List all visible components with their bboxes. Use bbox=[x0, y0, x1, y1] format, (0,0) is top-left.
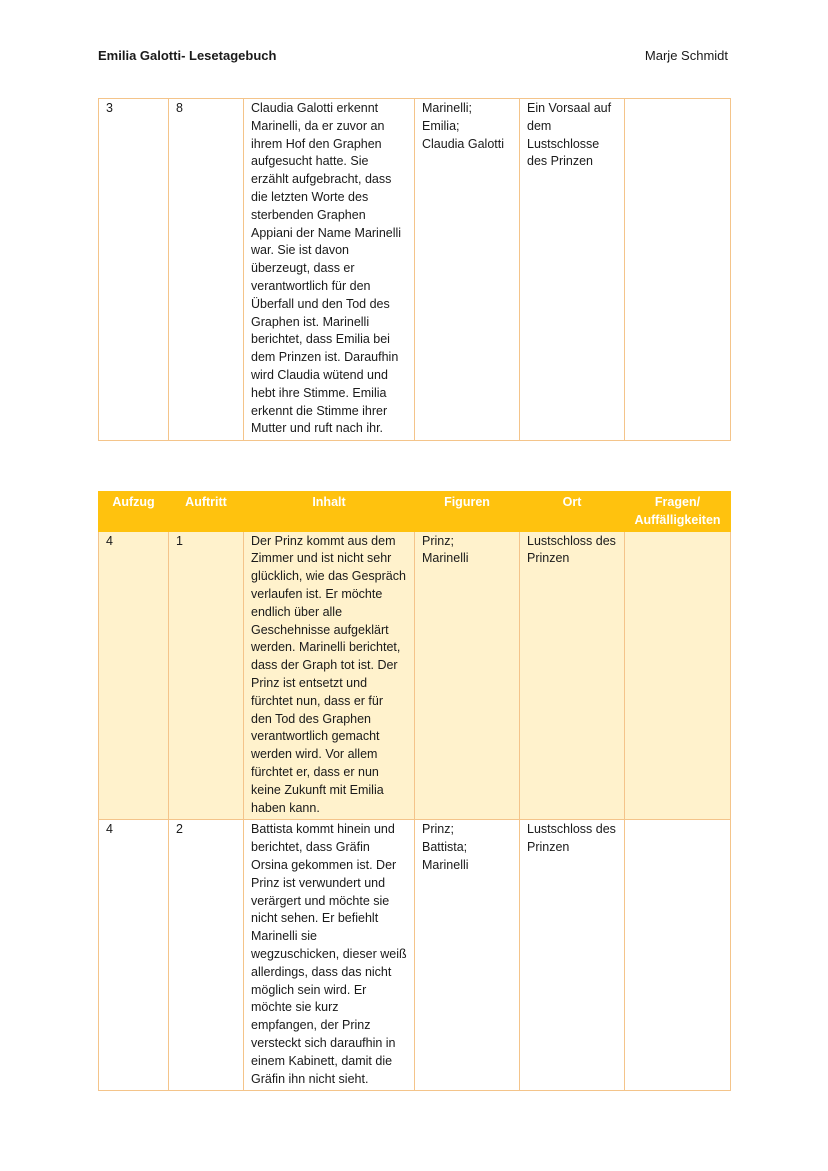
figur-entry: Prinz; bbox=[422, 822, 454, 837]
cell-figuren bbox=[415, 99, 520, 441]
cell-inhalt: Der Prinz kommt aus dem Zimmer und ist nicht sehr glücklich, wie das Gespräch verlaufen ist. Er möchte endlich über alle Geschehnisse aufgeklärt werden. Marinelli berichtet, dass der Graph tot ist. Der Prinz ist entsetzt und fürchtet nun, dass er für den Tod des Graphen verantwortlich gemacht werden wird. Vor allem fürchtet er, dass er nun keine Zukunft mit Emilia haben kann. bbox=[244, 531, 415, 820]
reading-log-table-continued bbox=[98, 98, 731, 441]
figur-entry: Marinelli bbox=[422, 857, 469, 872]
cell-fragen bbox=[625, 820, 731, 1091]
table-row bbox=[99, 99, 731, 441]
cell-aufzug: 3 bbox=[99, 99, 169, 441]
cell-inhalt: Battista kommt hinein und berichtet, dass Gräfin Orsina gekommen ist. Der Prinz ist verwundert und verärgert und möchte sie nicht sehen. Er befiehlt Marinelli sie wegzuschicken, dieser weiß allerdings, dass das nicht möglich sein wird. Er möchte sie kurz empfangen, der Prinz versteckt sich daraufhin in einem Kabinett, damit die Gräfin ihn nicht sieht. bbox=[244, 820, 415, 1091]
cell-auftritt: 8 bbox=[169, 99, 244, 441]
cell-aufzug: 4 bbox=[99, 820, 169, 1091]
table-row bbox=[99, 820, 731, 1091]
header-figuren: Figuren bbox=[415, 492, 520, 532]
header-aufzug: Aufzug bbox=[99, 492, 169, 532]
header-ort: Ort bbox=[520, 492, 625, 532]
figur-entry: Battista; bbox=[422, 840, 468, 855]
table-row bbox=[99, 531, 731, 820]
cell-auftritt: 2 bbox=[169, 820, 244, 1091]
page-header bbox=[98, 48, 728, 68]
figur-entry: Emilia; bbox=[422, 118, 460, 133]
figur-entry: Prinz; bbox=[422, 533, 454, 548]
figur-entry: Claudia Galotti bbox=[422, 136, 504, 151]
cell-ort: Lustschloss des Prinzen bbox=[520, 531, 625, 820]
figur-entry: Marinelli bbox=[422, 551, 469, 566]
reading-log-table-act-4 bbox=[98, 491, 731, 1091]
cell-figuren bbox=[415, 820, 520, 1091]
cell-auftritt: 1 bbox=[169, 531, 244, 820]
author-name: Marje Schmidt bbox=[644, 48, 728, 63]
cell-fragen bbox=[625, 99, 731, 441]
header-fragen: Fragen/ Auffälligkeiten bbox=[625, 492, 731, 532]
cell-inhalt: Claudia Galotti erkennt Marinelli, da er zuvor an ihrem Hof den Graphen aufgesucht hatte. Sie erzählt aufgebracht, dass die letzten Worte des sterbenden Graphen Appiani der Name Marinelli war. Sie ist davon überzeugt, dass er verantwortlich für den Überfall und den Tod des Graphen ist. Marinelli berichtet, dass Emilia bei dem Prinzen ist. Daraufhin wird Claudia wütend und hebt ihre Stimme. Emilia erkennt die Stimme ihrer Mutter und ruft nach ihr. bbox=[244, 99, 415, 441]
cell-aufzug: 4 bbox=[99, 531, 169, 820]
cell-figuren bbox=[415, 531, 520, 820]
header-inhalt: Inhalt bbox=[244, 492, 415, 532]
document-title: Emilia Galotti- Lesetagebuch bbox=[98, 48, 277, 63]
cell-ort: Lustschloss des Prinzen bbox=[520, 820, 625, 1091]
table-header-row bbox=[99, 492, 731, 532]
figur-entry: Marinelli; bbox=[422, 101, 473, 115]
cell-fragen bbox=[625, 531, 731, 820]
cell-ort: Ein Vorsaal auf dem Lustschlosse des Prinzen bbox=[520, 99, 625, 441]
header-auftritt: Auftritt bbox=[169, 492, 244, 532]
